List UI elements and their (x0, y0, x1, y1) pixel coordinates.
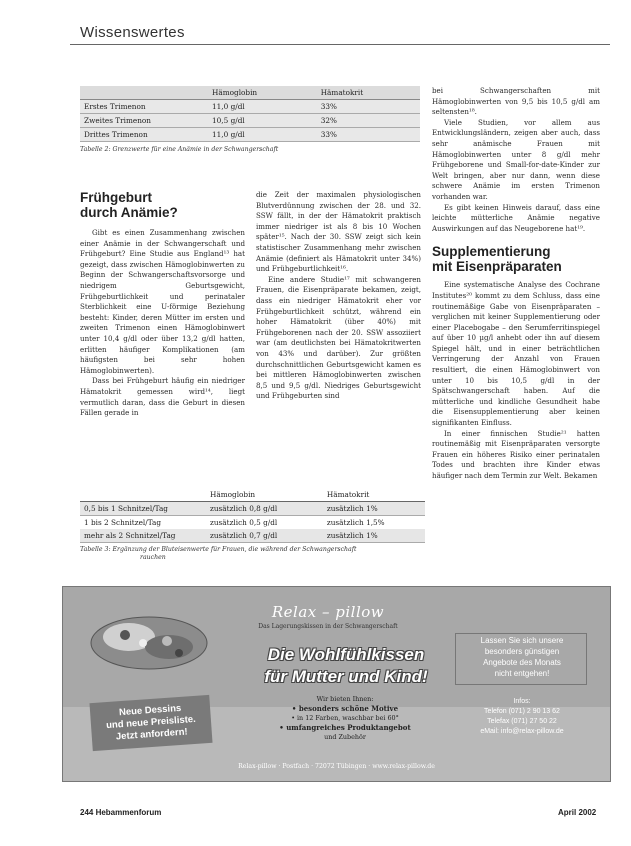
badge-line: Neue Dessins (118, 702, 182, 719)
header-rule (70, 44, 610, 45)
section-heading-fruehgeburt (80, 190, 245, 220)
fax-number: Telefax (071) 27 50 22 (487, 718, 557, 725)
ad-badge-new-designs[interactable] (89, 695, 212, 751)
feature-item: und Zubehör (324, 733, 366, 741)
table-row (80, 502, 425, 516)
ad-headline-line-1: Die Wohlfühlkissen (267, 645, 425, 664)
heading-line: mit Eisenpräparaten (432, 259, 562, 275)
paragraph: Dass bei Frühgeburt häufig ein niedriger Hämatokrit gemessen wird¹⁴, liegt vermutlich daran, dass die Geburt in diesen Fällen gerade in (80, 376, 245, 418)
offer-line: nicht entgehen! (494, 669, 550, 678)
paragraph: Viele Studien, vor allem aus Entwicklungsländern, zeigen aber auch, dass sehr anämische Frauen mit Hämoglobinwerten unter 8 g/dl mehr Frühgeborene und Small-for-date-Kinder zur Welt bringen, aber nur dann, wenn diese schwere Anämie im ersten Trimenon vorhanden war. (432, 117, 600, 201)
badge-line: Jetzt anfordern! (115, 726, 188, 743)
column-3 (432, 86, 600, 482)
table-1 (80, 86, 420, 142)
table-cell: zusätzlich 0,5 g/dl (210, 518, 278, 527)
table-1-caption: Tabelle 2: Grenzwerte für eine Anämie in der Schwangerschaft (80, 146, 279, 153)
paragraph: Gibt es einen Zusammenhang zwischen einer Anämie in der Schwangerschaft und Frühgeburt? Eine Studie aus England¹³ hat gezeigt, dass zwischen Hämoglobinwerten zu Beginn der Schwangerschaftsvorsorge und niedrigem Geburtsgewicht, Frühgeburtlichkeit und perinataler Sterblichkeit eine U-förmige Beziehung besteht: Kinder, deren Mütter im ersten und zweiten Trimenon einen Hämoglobinwert unter 10,4 g/dl oder über 13,2 g/dl hatten, erlitten häufiger Komplikationen (am häufigsten bei sehr hohen Hämoglobinwerten). (80, 228, 245, 375)
table-1-header-cell: Hämatokrit (317, 86, 420, 100)
table-cell: 1 bis 2 Schnitzel/Tag (84, 518, 162, 527)
heading-line: Supplementierung (432, 244, 551, 260)
paragraph: Eine systematische Analyse des Cochrane Institutes²⁰ kommt zu dem Schluss, dass eine routinemäßige Gabe von Eisenpräparaten – verglichen mit keiner Supplementierung oder einer Placebogabe – den Serumferritinspiegel auf über 10 µg/l anhebt oder ihn auf diesem Spiegel hält, und in einer beträchtlichen Verringerung der Anzahl von Frauen resultiert, die einen Hämoglobinwert von unter 10 bis 10,5 g/dl in der Spätschwangerschaft haben. Auf die mütterliche und kindliche Gesundheit habe die Eisensupplementierung aber keinen signifikanten Einfluss. (432, 280, 600, 428)
table-1-header-cell (80, 86, 208, 100)
heading-line: Frühgeburt (80, 190, 152, 205)
table-cell: mehr als 2 Schnitzel/Tag (80, 529, 206, 543)
table-1-block (80, 86, 420, 154)
table-row (80, 516, 425, 530)
table-2 (80, 488, 425, 543)
paragraph: die Zeit der maximalen physiologischen Blutverdünnung zwischen der 28. und 32. SSW fällt, in der der Hämatokrit praktisch immer niedriger ist als 8 bis 10 Wochen später¹⁵. Nach der 30. SSW zeigt sich kein statistischer Zusammenhang mehr zwischen Anämie (definiert als Hämatokrit unter 34%) und Frühgeburtlichkeit¹⁶. (256, 190, 421, 274)
info-title: Infos: (513, 698, 531, 705)
table-cell: zusätzlich 0,8 g/dl (206, 502, 323, 516)
table-cell: zusätzlich 1% (323, 502, 425, 516)
table-cell: 33% (317, 100, 420, 114)
table-cell: Erstes Trimenon (80, 100, 208, 114)
table-row (80, 100, 420, 114)
table-cell: 33% (317, 128, 420, 142)
table-cell: zusätzlich 0,7 g/dl (206, 529, 323, 543)
feature-item: • besonders schöne Motive (291, 704, 399, 713)
advertisement-relax-pillow[interactable] (62, 586, 611, 782)
paragraph: Es gibt keinen Hinweis darauf, dass eine leichte mütterliche Anämie negative Auswirkungen auf das Neugeborene hat¹⁹. (432, 202, 600, 233)
feature-item: • in 12 Farben, waschbar bei 60° (291, 714, 399, 722)
footer-page-number: 244 Hebammenforum (80, 808, 162, 817)
ad-contact-info (461, 697, 583, 737)
table-cell: Zweites Trimenon (80, 114, 208, 128)
heading-line: durch Anämie? (80, 205, 178, 220)
table-row (80, 114, 420, 128)
features-title: Wir bieten Ihnen: (316, 695, 374, 703)
footer-issue-date: April 2002 (558, 808, 597, 817)
ad-brand-title: Relax – pillow (271, 603, 385, 621)
table-cell: Drittes Trimenon (80, 128, 208, 142)
table-cell: zusätzlich 1,5% (326, 518, 385, 527)
ad-brand-subtitle: Das Lagerungskissen in der Schwangerschaft (258, 623, 398, 630)
table-row (80, 529, 425, 543)
offer-line: besonders günstigen (484, 647, 560, 656)
email-link[interactable]: eMail: info@relax-pillow.de (480, 728, 564, 735)
table-cell: 10,5 g/dl (208, 114, 317, 128)
table-2-header-cell (80, 488, 206, 502)
table-cell: 32% (317, 114, 420, 128)
offer-line: Lassen Sie sich unsere (480, 636, 564, 645)
column-2 (256, 190, 421, 402)
table-1-header-cell: Hämoglobin (208, 86, 317, 100)
paragraph: bei Schwangerschaften mit Hämoglobinwerten von 9,5 bis 10,5 g/dl am seltensten¹⁸. (432, 86, 600, 117)
ad-offer-text (461, 635, 583, 679)
table-cell: zusätzlich 1% (323, 529, 425, 543)
ad-footer-address: Relax-pillow · Postfach · 72072 Tübingen · www.relax-pillow.de (238, 763, 435, 770)
paragraph: Eine andere Studie¹⁷ mit schwangeren Frauen, die Eisenpräparate bekamen, zeigt, dass ein niedriger Hämatokrit eher vor Frühgeburtlichkeit schützt, während ein hoher Hämatokrit (über 40%) mit Frühgeborenen nach der 20. SSW assoziiert war (am deutlichsten bei Hämatokritwerten von 43% und darüber). Zur größten durchschnittlichen Geburtsgewicht kamen es bei mittleren Hämoglobinwerten zwischen 8,5 und 9,5 g/dl. Niedriges Geburtsgewicht und Frühgeburten sind (256, 274, 421, 401)
page-header-title: Wissenswertes (80, 24, 185, 41)
table-2-block (80, 488, 425, 562)
badge-line: und neue Preisliste. (105, 713, 197, 732)
table-2-header-cell: Hämatokrit (323, 488, 425, 502)
offer-line: Angebote des Monats (483, 658, 561, 667)
table-row (80, 128, 420, 142)
ad-headline-line-2: für Mutter und Kind! (264, 667, 428, 686)
table-cell: 11,0 g/dl (208, 128, 317, 142)
phone-number[interactable]: Telefon (071) 2 90 13 62 (484, 708, 560, 715)
table-2-caption (80, 546, 425, 562)
table-cell: 0,5 bis 1 Schnitzel/Tag (80, 502, 206, 516)
section-heading-supplementierung (432, 244, 600, 274)
caption-line: Tabelle 3: Ergänzung der Bluteisenwerte für Frauen, die während der Schwangerschaft (80, 546, 357, 553)
table-cell: 11,0 g/dl (208, 100, 317, 114)
feature-item: • umfangreiches Produktangebot (279, 723, 411, 732)
caption-line: rauchen (140, 554, 166, 561)
column-1 (80, 190, 245, 419)
table-2-header-cell: Hämoglobin (206, 488, 323, 502)
ad-features (265, 695, 425, 742)
paragraph: In einer finnischen Studie²¹ hatten routinemäßig mit Eisenpräparaten versorgte Frauen ein höheres Risiko einer perinatalen Todes und brachten ihre Kinder etwas häufiger nach dem Termin zur Welt. Bekamen (432, 428, 600, 480)
